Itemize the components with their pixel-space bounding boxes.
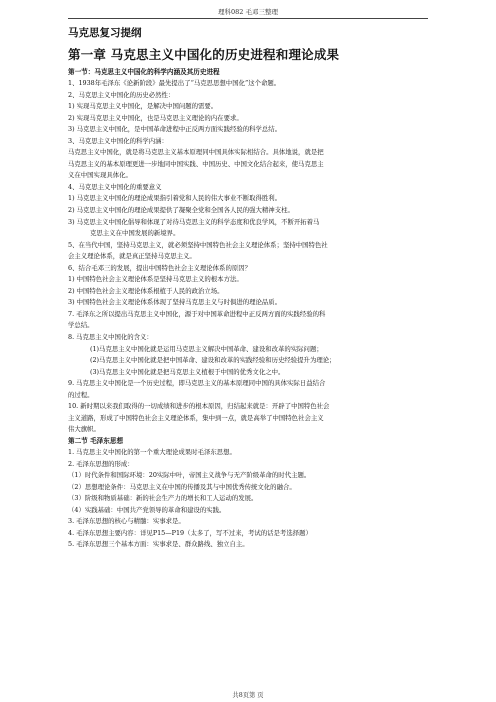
text-line: 4. 毛泽东思想主要内容：详见P15—P19（太多了，写不过来，考试的话是考选择题） (68, 528, 312, 537)
text-line: 1. 马克思主义中国化的第一个重大理论成果时毛泽东思想。 (68, 447, 236, 456)
page-footer: 共8页第 页 (232, 692, 264, 699)
text-line: （1）时代条件和国际环境：20实际中叶，帝国主义战争与无产阶级革命的时代主题。 (68, 471, 311, 480)
text-line: 2) 中国特色社会主义理论体系根植于人民的政治立场。 (68, 286, 224, 295)
document-body (68, 26, 430, 551)
text-line: 3) 马克思主义中国化，是中国革命进程中正反两方面实践经验的科学总结。 (68, 125, 282, 134)
text-line: 5. 毛泽东思想三个基本方面：实事求是、群众路线、独立自主。 (68, 540, 249, 549)
text-line: 马克思主义中国化，就是将马克思主义基本原理同中国具体实际相结合。具体地说，就是把 (68, 148, 324, 157)
text-line: 的过程。 (68, 390, 94, 399)
document-title: 马克思复习提纲 (68, 27, 142, 39)
text-line: 马克思主义的基本原理更进一步地同中国实践、中国历史、中国文化结合起来，使马克思主 (68, 159, 324, 168)
text-line: 1) 中国特色社会主义理论体系是坚持马克思主义的根本方法。 (68, 275, 243, 284)
text-line: 4、马克思主义中国化的重要意义 (68, 182, 162, 191)
text-line: 6、结合毛邓三的发展，提出中国特色社会主义理论体系的原因？ (68, 263, 252, 272)
text-line: 2) 马克思主义中国化的理论成果提供了凝聚全党和全国各人民的强大精神支柱。 (68, 206, 294, 215)
text-line: 义在中国实现具体化。 (68, 171, 132, 180)
text-line: 7. 毛泽东之所以提出马克思主义中国化，源于对中国革命进程中正反两方面的实践经验的科 (68, 309, 326, 318)
text-line: 3) 马克思主义中国化倡导和体现了对待马克思主义的科学态度和优良学风，不断开拓着马 (68, 217, 320, 226)
text-line: 3、马克思主义中国化的科学内涵： (68, 136, 168, 145)
text-line: 主义道路，形成了中国特色社会主义理论体系，集中到一点，就是高举了中国特色社会主义 (68, 413, 324, 422)
text-line: (1)马克思主义中国化就是运用马克思主义解决中国革命、建设和改革的实际问题； (90, 344, 323, 353)
text-line: 3) 中国特色社会主义理论体系体现了坚持马克思主义与时俱进的理论品质。 (68, 298, 282, 307)
text-line: 5、在当代中国，坚持马克思主义，就必须坚持中国特色社会主义理论体系；坚持中国特色社 (68, 240, 328, 249)
page-header: 理科082 毛邓三整理 (218, 8, 278, 16)
text-line: (3)马克思主义中国化就是把马克思主义植根于中国的优秀文化之中。 (90, 367, 285, 376)
section-heading: 第二节 毛泽东思想 (68, 436, 124, 445)
header-divider (68, 18, 428, 19)
chapter-title: 第一章 马克思主义中国化的历史进程和理论成果 (68, 47, 340, 62)
text-line: （3）阶级和物质基础：新的社会生产力的增长和工人运动的发展。 (68, 494, 258, 503)
text-line: 学总结。 (68, 321, 94, 330)
text-line: 1、1938年毛泽东《论新阶段》最先提出了“马克思思想中国化”这个命题。 (68, 79, 281, 87)
text-line: 2、马克思主义中国化的历史必然性： (68, 90, 175, 99)
text-line: 会主义理论体系，就是真正坚持马克思主义。 (68, 252, 196, 261)
section-heading: 第一节：马克思主义中国化的科学内涵及其历史进程 (68, 68, 220, 76)
text-line: 10. 新时期以来我们取得的一切成绩和进步的根本原因，归结起来就是：开辟了中国特色社会 (68, 402, 330, 411)
text-line: 1) 马克思主义中国化的理论成果指引着党和人民的伟大事业不断取得胜利。 (68, 194, 282, 203)
text-line: 1) 实现马克思主义中国化，是解决中国问题的需要。 (68, 102, 218, 111)
text-line: 克思主义在中国发展的新境界。 (90, 229, 180, 238)
text-lines (68, 67, 430, 551)
text-line: 伟大旗帜。 (68, 425, 100, 434)
text-line: 2) 实现马克思主义中国化，也是马克思主义理论的内在要求。 (68, 113, 243, 122)
text-line: 9. 马克思主义中国化是一个历史过程，即马克思主义的基本原理同中国的具体实际日益结合 (68, 379, 326, 388)
text-line: 3. 毛泽东思想的核心与精髓：实事求是。 (68, 517, 185, 526)
text-line: (2)马克思主义中国化就是把中国革命、建设和改革的实践经验和历史经验提升为理论； (90, 356, 336, 365)
text-line: （4）实践基础：中国共产党领导的革命和建设的实践。 (68, 505, 226, 514)
text-line: 8. 马克思主义中国化的含义： (68, 333, 153, 342)
text-line: （2）思想理论条件：马克思主义在中国的传播及其与中国优秀传统文化的融合。 (68, 482, 296, 491)
text-line: 2. 毛泽东思想的形成： (68, 459, 134, 468)
